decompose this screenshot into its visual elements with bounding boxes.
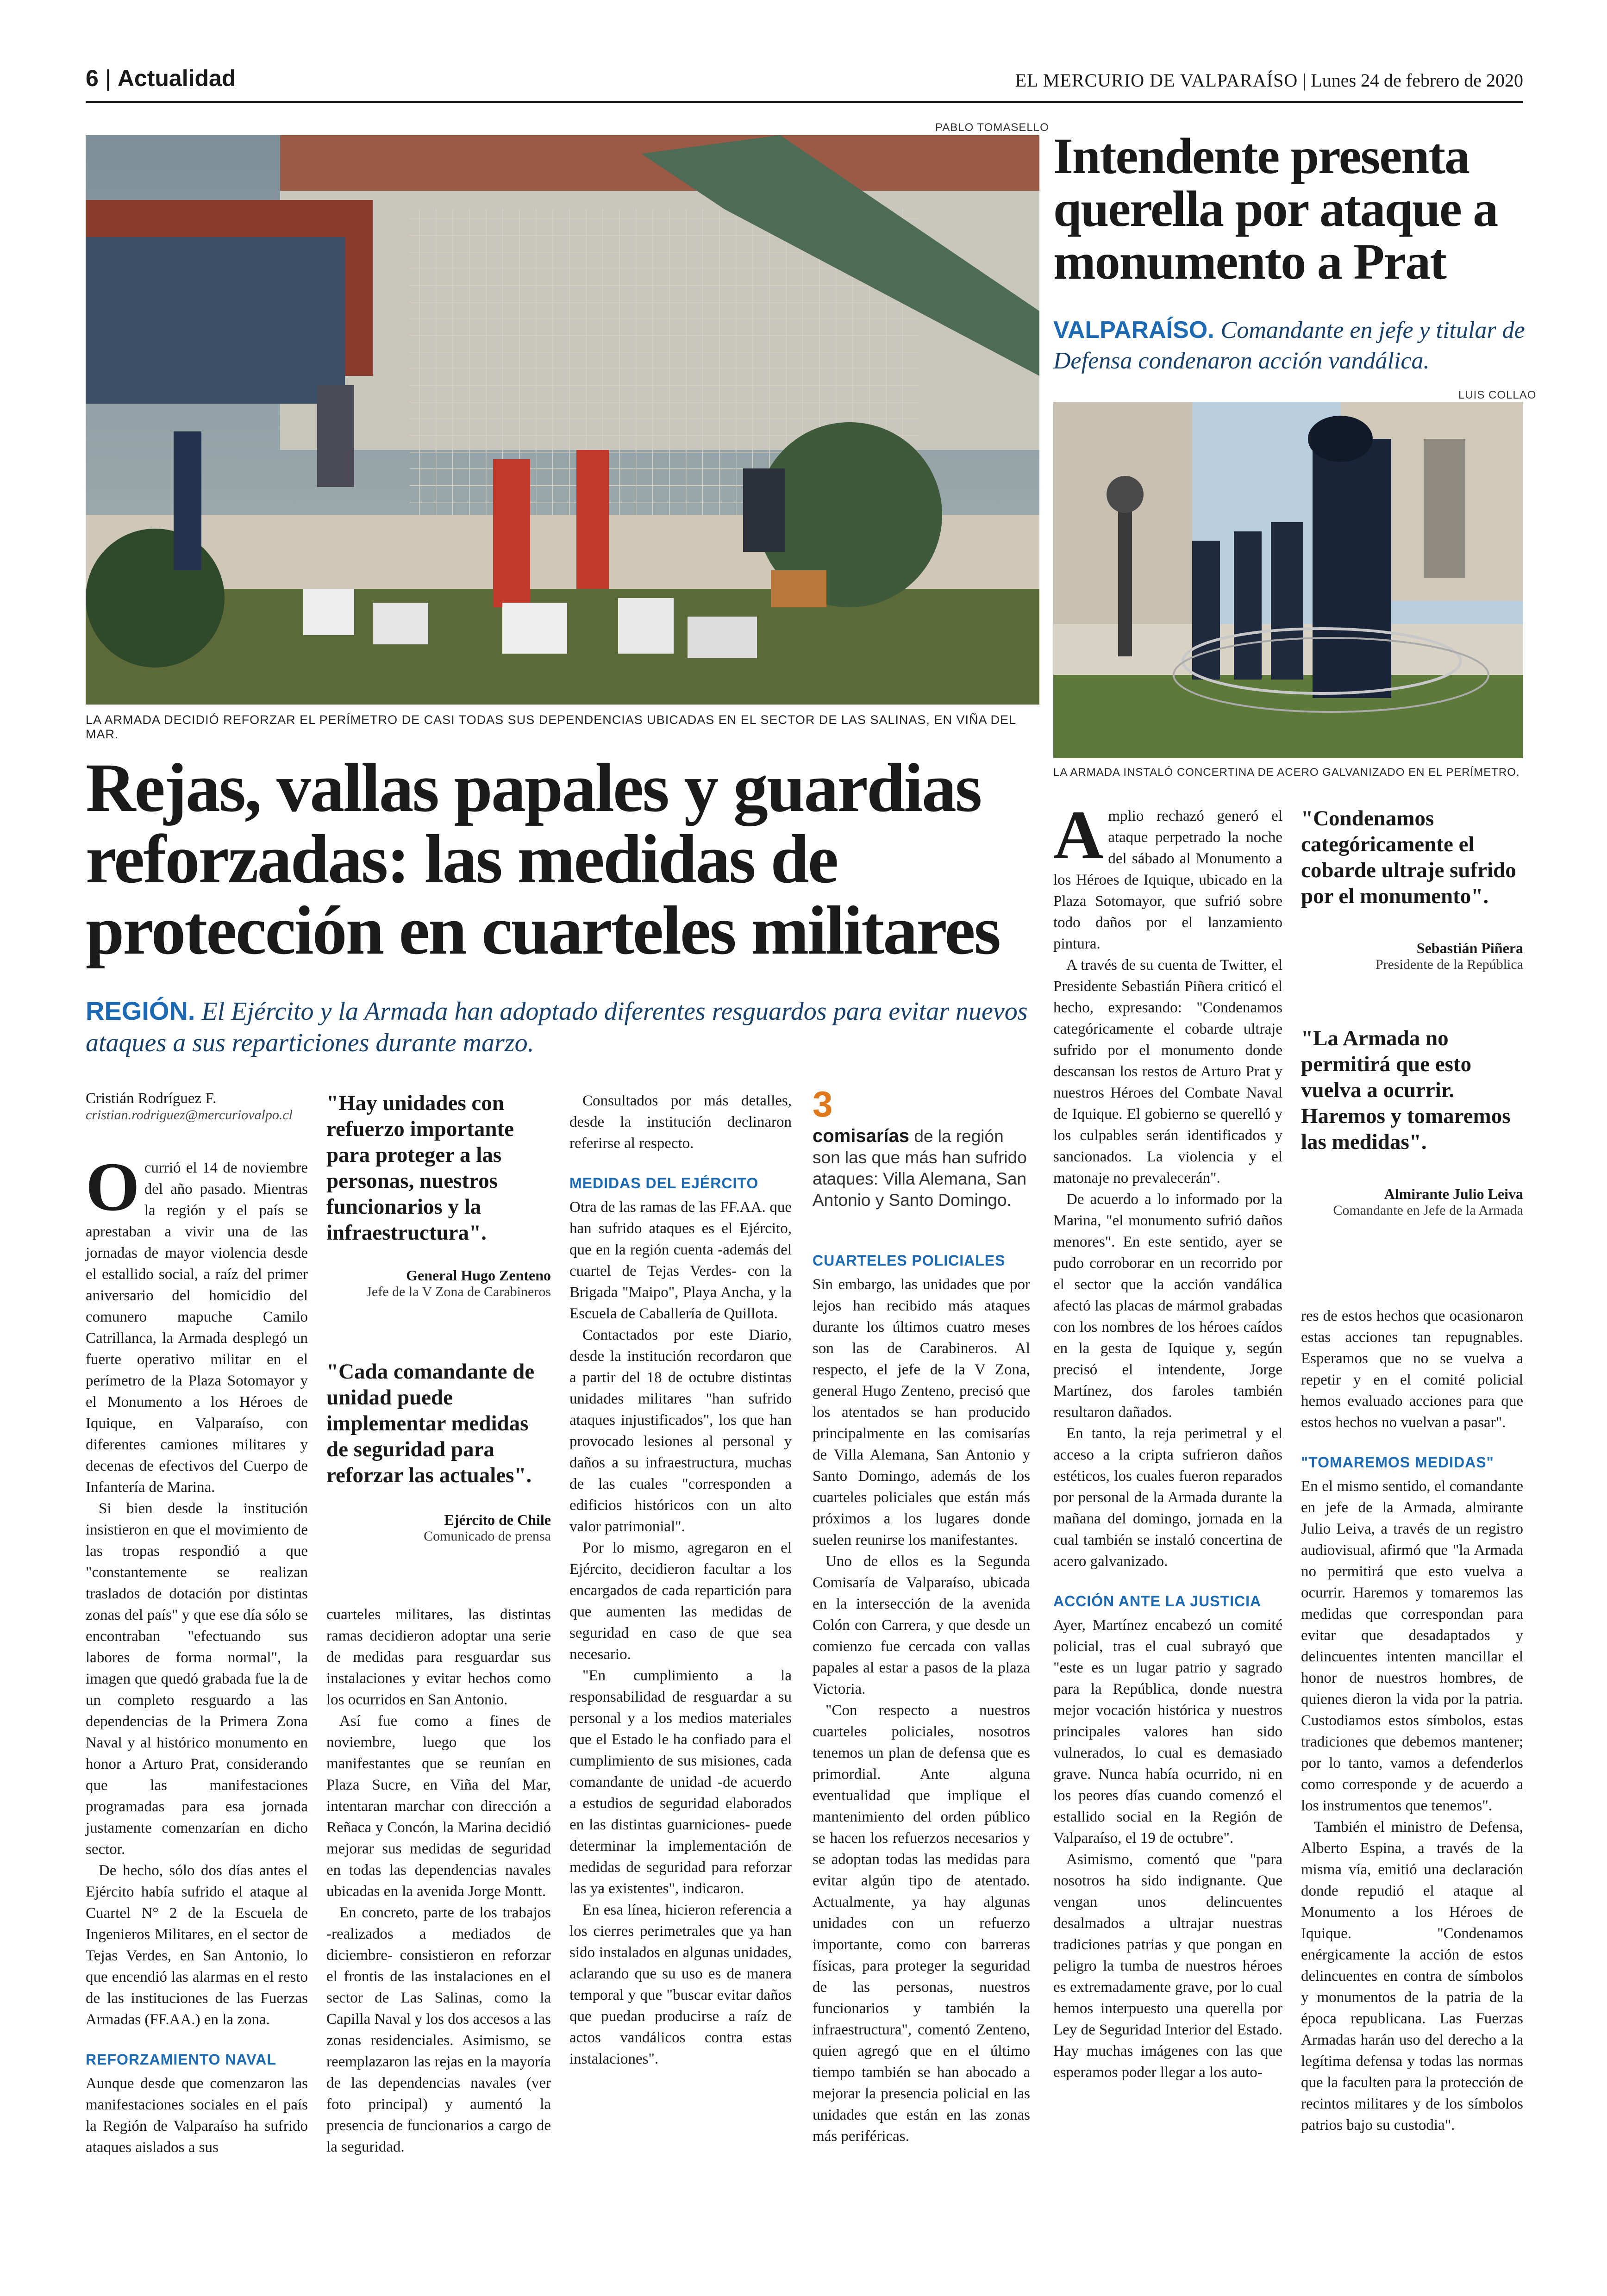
side-col2-p3: También el ministro de Defensa, Alberto Espina, a través de la misma vía, emitió una declaración donde repudió el ataque al Monumento a los Héroes de Iquique. "Condenamos enérgicamente la acción de estos delincuentes en contra de símbolos y monumentos de la patria de la época republicana. Las Fuerzas Armadas harán uso del derecho a la legítima defensa y todas las normas que la faculten para la protección de recintos militares y de los símbolos patrios bajo su custodia".	[1301, 1819, 1523, 2134]
main-photo	[86, 135, 1039, 705]
main-col4-p3: "Con respecto a nuestros cuarteles policiales, nosotros tenemos un plan de defensa que es primordial. Ante alguna eventualidad que implique el mantenimiento del orden público se hacen los refuerzos necesarios y se adoptan todas las medidas para evitar algún tipo de atentado. Actualmente, ya hay algunas unidades con un refuerzo importante, como con barreras físicas, para proteger la seguridad de las personas, nuestros funcionarios y también la infraestructura", comentó Zenteno, quien agregó que en el último tiempo también se han abocado a mejorar la presencia policial en las unidades que están en las zonas más periféricas.	[813, 1702, 1030, 2145]
main-photo-credit: PABLO TOMASELLO	[935, 121, 1049, 134]
main-col-3	[569, 1090, 792, 2070]
quote-1-role: Jefe de la V Zona de Carabineros	[366, 1284, 551, 1299]
main-col-4	[813, 1250, 1030, 2147]
side-quote-2-role: Comandante en Jefe de la Armada	[1333, 1203, 1523, 1218]
side-deck-kicker: VALPARAÍSO.	[1053, 317, 1214, 343]
side-deck-text: Comandante en jefe y titular de Defensa condenaron acción vandálica.	[1053, 317, 1525, 374]
monument-sailors-photo	[1053, 402, 1523, 758]
side-quote-1-name: Sebastián Piñera	[1416, 940, 1523, 956]
side-photo-caption: LA ARMADA INSTALÓ CONCERTINA DE ACERO GALVANIZADO EN EL PERÍMETRO.	[1053, 766, 1520, 779]
main-deck-kicker: REGIÓN.	[86, 996, 195, 1025]
side-col1-p4: En tanto, la reja perimetral y el acceso a la cripta sufrieron daños estéticos, los cuales fueron reparados por personal de la Armada durante la mañana del domingo, jornada en la cual también se instaló concertina de acero galvanizado.	[1053, 1425, 1282, 1570]
main-col3-subhead: MEDIDAS DEL EJÉRCITO	[569, 1175, 759, 1192]
main-deck-text: El Ejército y la Armada han adoptado diferentes resguardos para evitar nuevos ataques a sus reparticiones durante marzo.	[86, 997, 1028, 1057]
side-col1-p6: Asimismo, comentó que "para nosotros ha sido indignante. Que vengan unos delincuentes desalmados a ultrajar nuestras tradiciones patrias y que pongan en peligro la tumba de nuestros héroes es extremadamente grave, por lo cual hemos interpuesto una querella por Ley de Seguridad Interior del Estado. Hay muchas imágenes con las que esperamos poder llegar a los auto-	[1053, 1851, 1282, 2081]
side-dropcap: A	[1053, 797, 1104, 873]
page-header-left: 6 | Actualidad	[86, 65, 236, 91]
main-col1-p2: Si bien desde la institución insistieron en que el movimiento de las tropas respondió a que "constantemente se realizan traslados de dotación por distintas zonas del país" y que ese día sólo se encontraban "efectuando sus labores de forma normal", la imagen que quedó grabada fue la de un completo resguardo a las dependencias de la Primera Zona Naval y al histórico monumento en honor a Arturo Prat, considerando que las manifestaciones programadas para esa jornada justamente comenzarían en dicho sector.	[86, 1500, 308, 1858]
main-col1-subhead: REFORZAMIENTO NAVAL	[86, 2051, 276, 2068]
stat-description	[813, 1125, 1030, 1211]
side-photo	[1053, 402, 1523, 758]
main-col3-p2: Otra de las ramas de las FF.AA. que han sufrido ataques es el Ejército, que en la región cuenta -además del cuartel de Tejas Verdes- con la Brigada "Maipo", Playa Ancha, y la Escuela de Caballería de Quillota.	[569, 1199, 792, 1322]
main-byline	[86, 1090, 308, 1123]
main-col2-p3: En concreto, parte de los trabajos -realizados a mediados de diciembre- consistieron en reforzar el frontis de las instalaciones en el sector de Las Salinas, como la Capilla Naval y los dos accesos a las zonas residenciales. Asimismo, se reemplazaron las rejas en la mayoría de las dependencias navales (ver foto principal) y aumentó la presencia de funcionarios a cargo de la seguridad.	[326, 1904, 551, 2155]
main-col3-p1: Consultados por más detalles, desde la institución declinaron referirse al respecto.	[569, 1092, 792, 1152]
side-quote-2	[1301, 1025, 1523, 1218]
quote-2-name: Ejército de Chile	[444, 1511, 551, 1528]
main-col1-p3: De hecho, sólo dos días antes el Ejército había sufrido el ataque al Cuartel N° 2 de la Escuela de Ingenieros Militares, en el sector de Tejas Verdes, en San Antonio, lo que encendió las alarmas en el resto de las instituciones de las Fuerzas Armadas (FF.AA.) en la zona.	[86, 1862, 308, 2028]
side-quote-1-text: "Condenamos categóricamente el cobarde ultraje sufrido por el monumento".	[1301, 806, 1516, 908]
main-col3-p4: Por lo mismo, agregaron en el Ejército, decidieron facultar a los encargados de cada repartición para que aumenten las medidas de seguridad en caso de que sea necesario.	[569, 1540, 792, 1663]
byline-name: Cristián Rodríguez F.	[86, 1090, 217, 1107]
side-headline: Intendente presenta querella por ataque a monumento a Prat	[1053, 128, 1498, 290]
main-col1-p1: currió el 14 de noviembre del año pasado. Mientras la región y el país se aprestaban a vivir una de las jornadas de mayor violencia desde el estallido social, a raíz del primer aniversario del homicidio del comunero mapuche Camilo Catrillanca, la Armada desplegó un fuerte operativo militar en el perímetro de la Plaza Sotomayor y el Monumento a los Héroes de Iquique, en Valparaíso, con diferentes camiones militares y decenas de efectivos del Cuerpo de Infantería de Marina.	[86, 1160, 308, 1496]
side-deck	[1053, 315, 1526, 376]
base-workers-photo	[86, 135, 1039, 705]
side-quote-2-name: Almirante Julio Leiva	[1384, 1185, 1523, 1202]
stat-text: de la región son las que más han sufrido ataques: Villa Alemana, San Antonio y Santo Domingo.	[813, 1127, 1027, 1210]
page-number: 6	[86, 65, 99, 91]
page-header-right: EL MERCURIO DE VALPARAÍSO | Lunes 24 de febrero de 2020	[1015, 70, 1523, 91]
main-quote-2	[326, 1359, 551, 1544]
quote-2-role: Comunicado de prensa	[424, 1529, 551, 1544]
main-col4-p2: Uno de ellos es la Segunda Comisaría de Valparaíso, ubicada en la intersección de la avenida Colón con Carrera, y que desde un comienzo fue cercada con vallas papales al estar a pasos de la plaza Victoria.	[813, 1553, 1030, 1697]
stat-box	[813, 1083, 1030, 1211]
main-col2-p2: Así fue como a fines de noviembre, luego que los manifestantes que se reunían en Plaza Sucre, en Viña del Mar, intentaran marchar con dirección a Reñaca y Concón, la Marina decidió mejorar sus medidas de seguridad en todas las dependencias navales ubicadas en la avenida Jorge Montt.	[326, 1713, 551, 1900]
main-col-2	[326, 1604, 551, 2158]
quote-1-name: General Hugo Zenteno	[406, 1267, 551, 1284]
side-col1-p3: De acuerdo a lo informado por la Marina, "el monumento sufrió daños menores". En este sentido, ayer se pudo corroborar en un recorrido por el sector que la acción vandálica afectó las placas de mármol grabadas con los nombres de los héroes caídos en la gesta de Iquique y, según precisó el intendente, Jorge Martínez, dos faroles también resultaron dañados.	[1053, 1191, 1282, 1421]
issue-date: Lunes 24 de febrero de 2020	[1311, 70, 1523, 91]
side-quote-1-role: Presidente de la República	[1375, 957, 1523, 972]
main-col3-p5: "En cumplimiento a la responsabilidad de resguardar a su personal y a los medios materiales que el Estado le ha confiado para el cumplimiento de sus misiones, cada comandante de unidad -de acuerdo a estudios de seguridad elaborados en las distintas guarniciones- puede determinar la implementación de medidas de seguridad para reforzar las ya existentes", indicaron.	[569, 1667, 792, 1897]
byline-email: cristian.rodriguez@mercuriovalpo.cl	[86, 1107, 293, 1123]
side-col2-subhead: "TOMAREMOS MEDIDAS"	[1301, 1454, 1494, 1471]
side-quote-2-text: "La Armada no permitirá que esto vuelva a ocurrir. Haremos y tomaremos las medidas".	[1301, 1026, 1511, 1154]
side-col-2	[1301, 1305, 1523, 2136]
quote-2-text: "Cada comandante de unidad puede implementar medidas de seguridad para reforzar las actuales".	[326, 1360, 535, 1487]
main-headline: Rejas, vallas papales y guardias reforzadas: las medidas de protección en cuarteles militares	[86, 749, 1000, 969]
main-col1-p4: Aunque desde que comenzaron las manifestaciones sociales en el país la Región de Valparaíso ha sufrido ataques aislados a sus	[86, 2075, 308, 2156]
stat-label: comisarías	[813, 1126, 910, 1146]
main-col3-p3: Contactados por este Diario, desde la institución recordaron que a partir del 18 de octubre distintas unidades militares "han sufrido ataques injustificados", los que han provocado lesiones al personal y daños a su infraestructura, muchas de las cuales "corresponden a edificios históricos con un alto valor patrimonial".	[569, 1327, 792, 1535]
side-quote-1	[1301, 805, 1523, 973]
main-photo-caption: LA ARMADA DECIDIÓ REFORZAR EL PERÍMETRO DE CASI TODAS SUS DEPENDENCIAS UBICADAS EN EL SECTOR DE LAS SALINAS, EN VIÑA DEL MAR.	[86, 713, 1016, 741]
quote-1-text: "Hay unidades con refuerzo importante para proteger a las personas, nuestros funcionarios y la infraestructura".	[326, 1091, 514, 1245]
side-col1-subhead: ACCIÓN ANTE LA JUSTICIA	[1053, 1593, 1262, 1610]
side-col1-p2: A través de su cuenta de Twitter, el Presidente Sebastián Piñera criticó el hecho, expresando: "Condenamos categóricamente el cobarde ultraje sufrido por el monumento donde descansan los restos de Arturo Prat y nuestros Héroes del Combate Naval de Iquique. El gobierno se querelló y los culpables serán identificados y sancionados. La violencia y el matonaje no prevalecerán".	[1053, 957, 1282, 1186]
side-col1-p5: Ayer, Martínez encabezó un comité policial, tras el cual subrayó que "este es un lugar patrio y sagrado para la República, donde nuestra mejor vocación histórica y nuestros principales valores han sido vulnerados, lo cual es demasiado grave. Nunca había ocurrido, ni en los peores días cuando comenzó el estallido social en la Región de Valparaíso, el 19 de octubre".	[1053, 1617, 1282, 1847]
main-col4-subhead: CUARTELES POLICIALES	[813, 1252, 1006, 1269]
header-rule	[86, 101, 1523, 103]
main-col2-p1: cuarteles militares, las distintas ramas decidieron adoptar una serie de medidas para resguardar sus instalaciones y evitar hechos como los ocurridos en San Antonio.	[326, 1606, 551, 1708]
main-quote-1	[326, 1090, 551, 1300]
main-dropcap: O	[86, 1148, 140, 1225]
main-col-1	[86, 1148, 308, 2158]
side-col2-p2: En el mismo sentido, el comandante en jefe de la Armada, almirante Julio Leiva, a través de un registro audiovisual, afirmó que "la Armada no permitirá que esto vuelva a ocurrir. Haremos y tomaremos las medidas que correspondan para evitar que desadaptados y delincuentes intenten mancillar el honor de nuestros hombres, de quienes dieron la vida por la patria. Custodiamos estos símbolos, estas tradiciones que debemos mantener; por lo tanto, vamos a defenderlos como corresponde y de acuerdo a los instrumentos que tenemos".	[1301, 1478, 1523, 1814]
side-col1-p1: mplio rechazó generó el ataque perpetrado la noche del sábado al Monumento a los Héroes de Iquique, ubicado en la Plaza Sotomayor, que sufrió sobre todo daños por el lanzamiento pintura.	[1053, 808, 1282, 952]
main-col4-p1: Sin embargo, las unidades que por lejos han recibido más ataques durante los últimos cuatro meses son las de Carabineros. Al respecto, el jefe de la V Zona, general Hugo Zenteno, precisó que los atentados se han producido principalmente en las comisarías de Villa Alemana, San Antonio y Santo Domingo, además de los cuarteles policiales que están más próximos a los lugares donde suelen reunirse los manifestantes.	[813, 1276, 1030, 1548]
section-name: Actualidad	[117, 65, 236, 91]
side-photo-credit: LUIS COLLAO	[1458, 389, 1537, 401]
main-col3-p6: En esa línea, hicieron referencia a los cierres perimetrales que ya han sido instalados en algunas unidades, aclarando que su uso es de manera temporal y que "buscar evitar daños que puedan producirse a raíz de actos vandálicos contra estas instalaciones".	[569, 1902, 792, 2067]
side-col2-p1: res de estos hechos que ocasionaron estas acciones tan repugnables. Esperamos que no se vuelva a repetir y en el comité policial hemos evaluado acciones para que estos hechos no vuelvan a pasar".	[1301, 1308, 1523, 1431]
side-col-1	[1053, 797, 1282, 2083]
newspaper-name: EL MERCURIO DE VALPARAÍSO	[1015, 70, 1298, 91]
main-deck	[86, 995, 1039, 1059]
stat-number: 3	[813, 1084, 833, 1124]
